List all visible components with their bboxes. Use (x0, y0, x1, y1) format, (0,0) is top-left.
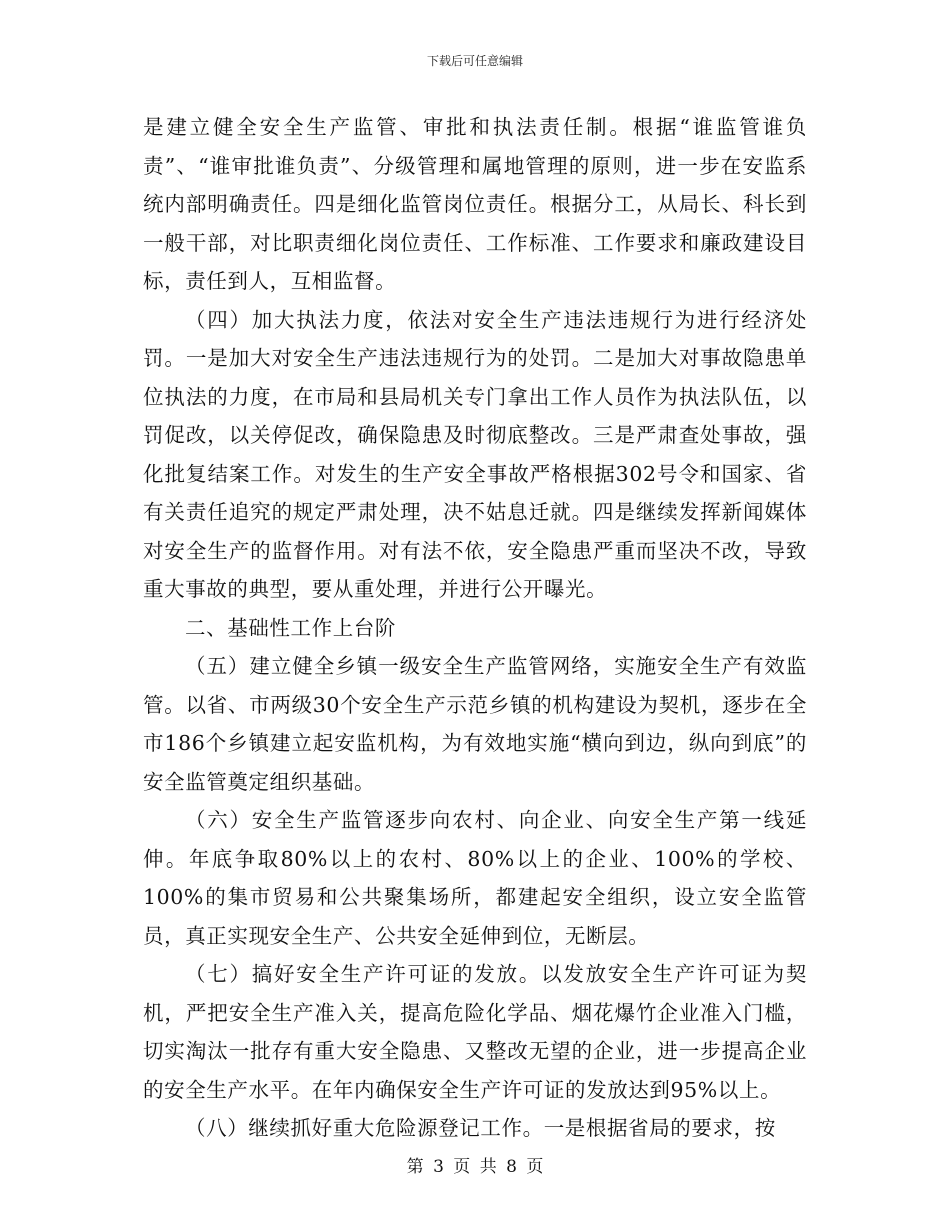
page-number-footer: 第 3 页 共 8 页 (406, 1157, 544, 1177)
paragraph-section-5: （五）建立健全乡镇一级安全生产监管网络，实施安全生产有效监管。以省、市两级30个安全生产示范乡镇的机构建设为契机，逐步在全市186个乡镇建立起安监机构，为有效地实施“横向到边，纵向到底”的安全监管奠定组织基础。 (143, 654, 807, 794)
section-heading-2: 二、基础性工作上台阶 (185, 615, 396, 640)
paragraph-continuation: 是建立健全安全生产监管、审批和执法责任制。根据“谁监管谁负责”、“谁审批谁负责”、分级管理和属地管理的原则，进一步在安监系统内部明确责任。四是细化监管岗位责任。根据分工，从局长、科长到一般干部，对比职责细化岗位责任、工作标准、工作要求和廉政建设目标，责任到人，互相监督。 (143, 115, 807, 293)
paragraph-section-8: （八）继续抓好重大危险源登记工作。一是根据省局的要求，按 (185, 1116, 776, 1140)
paragraph-section-7: （七）搞好安全生产许可证的发放。以发放安全生产许可证为契机，严把安全生产准入关，提高危险化学品、烟花爆竹企业准入门槛，切实淘汰一批存有重大安全隐患、又整改无望的企业，进一步提高企业的安全生产水平。在年内确保安全生产许可证的发放达到95%以上。 (143, 962, 807, 1102)
paragraph-section-4: （四）加大执法力度，依法对安全生产违法违规行为进行经济处罚。一是加大对安全生产违法违规行为的处罚。二是加大对事故隐患单位执法的力度，在市局和县局机关专门拿出工作人员作为执法队伍，以罚促改，以关停促改，确保隐患及时彻底整改。三是严肃查处事故，强化批复结案工作。对发生的生产安全事故严格根据302号令和国家、省有关责任追究的规定严肃处理，决不姑息迁就。四是继续发挥新闻媒体对安全生产的监督作用。对有法不依，安全隐患严重而坚决不改，导致重大事故的典型，要从重处理，并进行公开曝光。 (143, 307, 807, 601)
paragraph-section-6: （六）安全生产监管逐步向农村、向企业、向安全生产第一线延伸。年底争取80%以上的农村、80%以上的企业、100%的学校、100%的集市贸易和公共聚集场所，都建起安全组织，设立安全监管员，真正实现安全生产、公共安全延伸到位，无断层。 (143, 808, 807, 948)
document-body (143, 108, 807, 1148)
page-header: 下载后可任意编辑 (426, 54, 523, 68)
